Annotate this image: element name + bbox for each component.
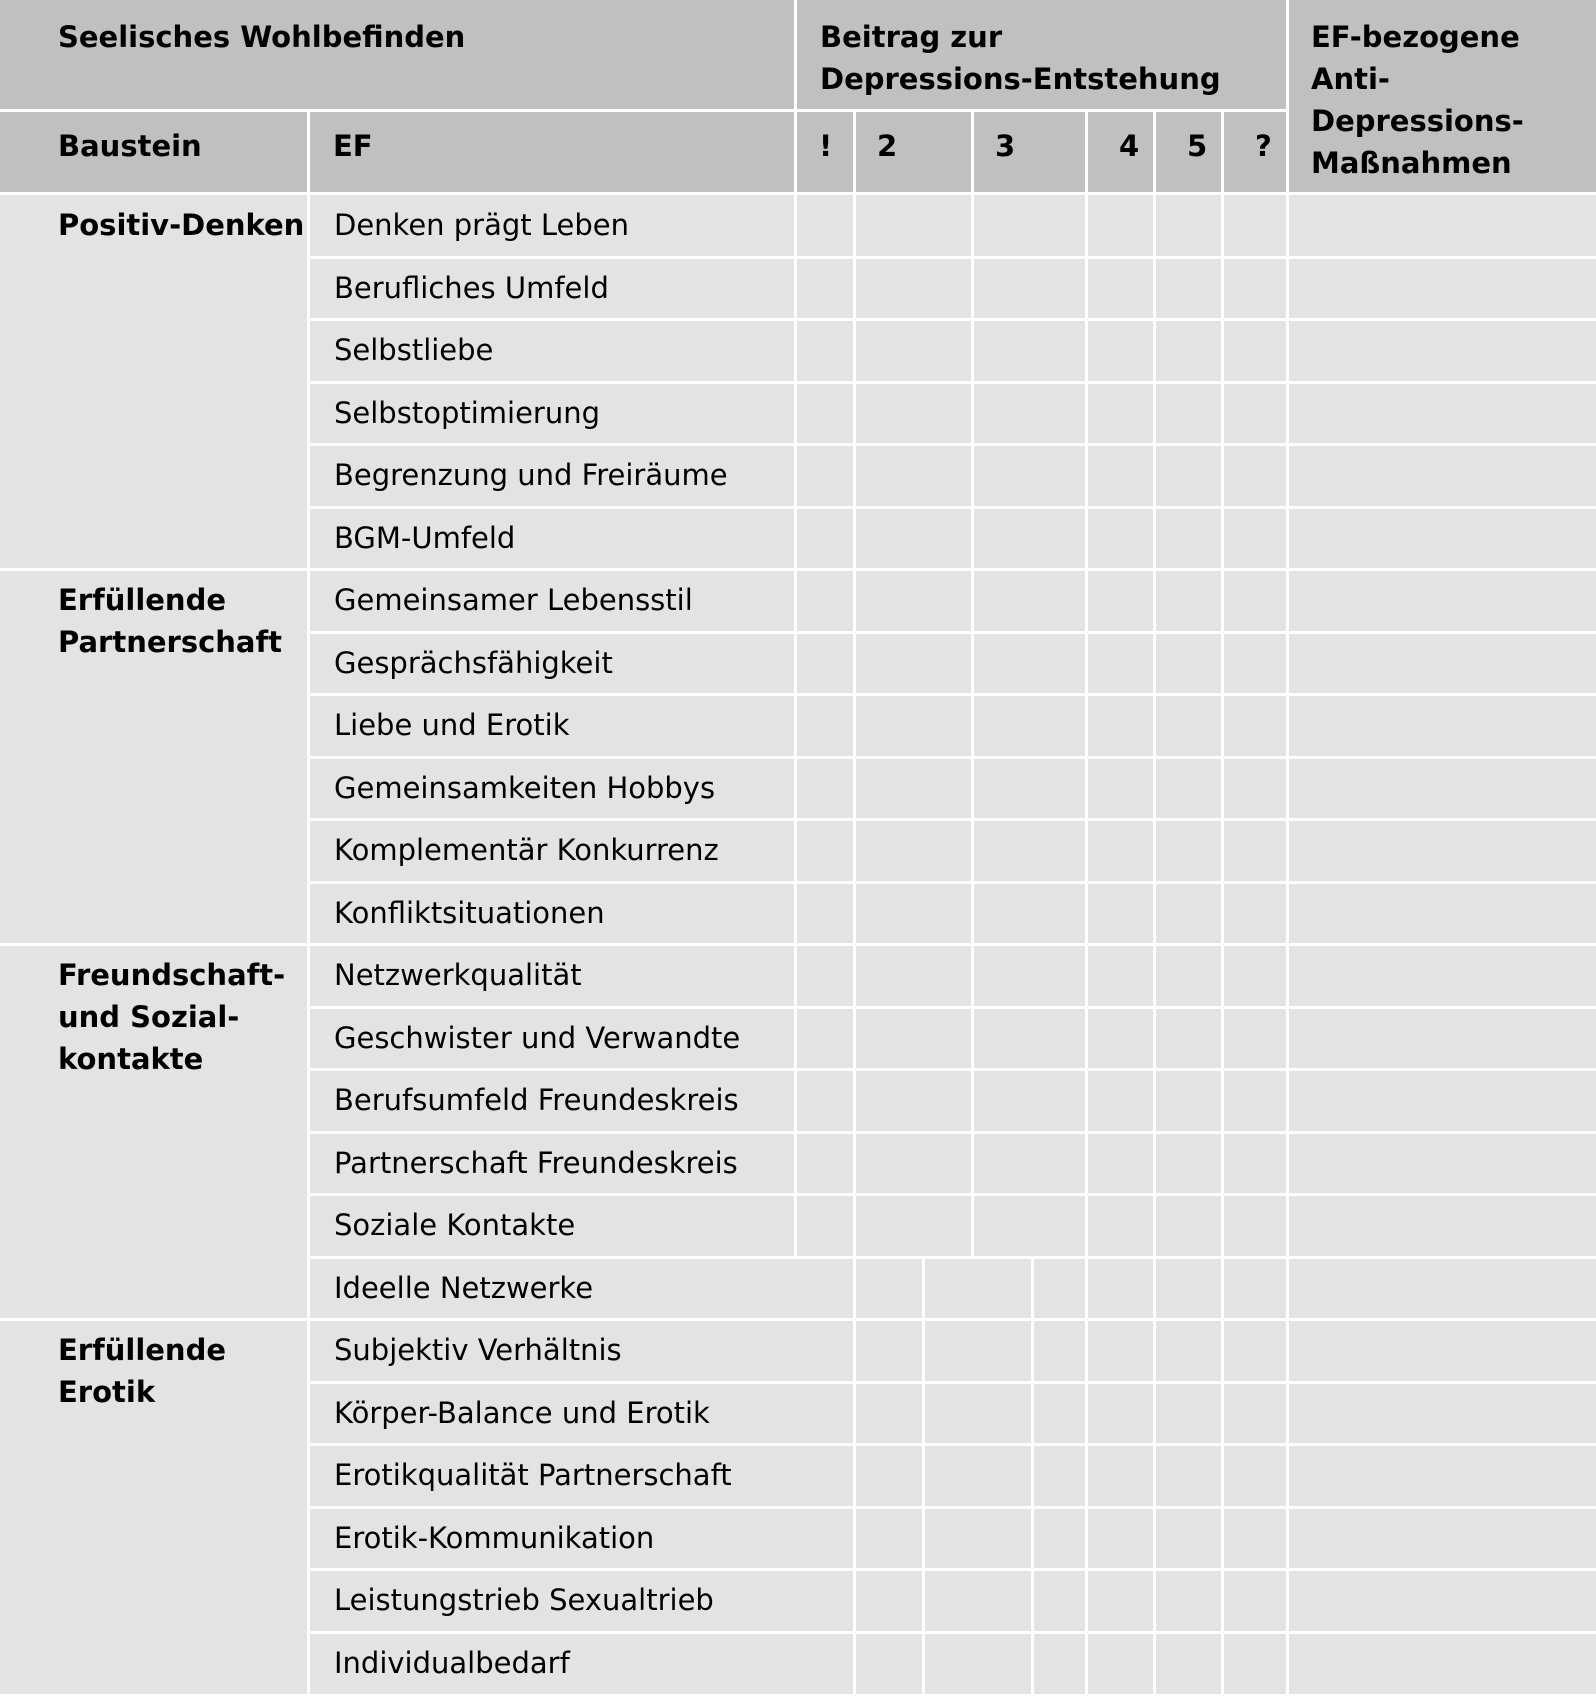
- baustein-label: kontakte: [58, 1042, 204, 1076]
- ef-item-label: Erotik-Kommunikation: [334, 1520, 655, 1555]
- ef-item-label: Komplementär Konkurrenz: [334, 833, 719, 867]
- scale-column-divider: [971, 194, 974, 1257]
- baustein-label: Freundschaft-: [58, 958, 286, 992]
- baustein-label: Partnerschaft: [58, 625, 282, 659]
- ef-item-label: BGM-Umfeld: [334, 520, 516, 555]
- scale-column-divider: [1085, 1257, 1088, 1695]
- header-divider: [794, 0, 797, 194]
- scale-header-6: ?: [1255, 129, 1272, 163]
- header-divider: [971, 110, 974, 194]
- ef-item-label: Liebe und Erotik: [334, 708, 570, 742]
- measures-header: Anti-: [1311, 62, 1390, 96]
- scale-column-divider: [853, 1257, 856, 1695]
- ef-item-label: Partnerschaft Freundeskreis: [334, 1145, 738, 1180]
- measures-header: Maßnahmen: [1311, 146, 1512, 180]
- scale-header-2: 2: [877, 129, 898, 163]
- ef-item-label: Subjektiv Verhältnis: [334, 1333, 622, 1367]
- measures-header: EF-bezogene: [1311, 20, 1520, 54]
- ef-item-label: Berufsumfeld Freundeskreis: [334, 1083, 739, 1117]
- ef-item-label: Berufliches Umfeld: [334, 270, 609, 305]
- ef-item-label: Soziale Kontakte: [334, 1208, 576, 1242]
- ef-header: EF: [333, 129, 373, 163]
- ef-item-label: Geschwister und Verwandte: [334, 1020, 741, 1055]
- ef-item-label: Netzwerkqualität: [334, 958, 582, 992]
- header-divider: [1286, 0, 1289, 194]
- header-divider: [1221, 110, 1224, 194]
- ef-item-label: Selbstoptimierung: [334, 395, 601, 430]
- contribution-header: Depressions-Entstehung: [820, 62, 1221, 96]
- baustein-label: und Sozial-: [58, 1000, 240, 1034]
- contribution-header: Beitrag zur: [820, 20, 1003, 54]
- header-divider: [1085, 110, 1088, 194]
- header-divider: [853, 110, 856, 194]
- header-divider: [0, 109, 794, 112]
- scale-header-4: 4: [1119, 129, 1140, 163]
- scale-column-divider: [1153, 1257, 1156, 1695]
- scale-column-divider: [1221, 194, 1224, 1257]
- scale-column-divider: [922, 1257, 925, 1695]
- measures-header: Depressions-: [1311, 104, 1524, 138]
- scale-column-divider: [1031, 1257, 1034, 1695]
- header-divider: [1153, 110, 1156, 194]
- scale-column-divider: [853, 194, 856, 1257]
- ef-item-label: Körper-Balance und Erotik: [334, 1395, 710, 1430]
- table-row: [309, 319, 1596, 382]
- header-divider: [796, 109, 1288, 112]
- baustein-label: Erfüllende: [58, 583, 226, 617]
- scale-column-divider: [1085, 194, 1088, 1257]
- header-divider: [307, 110, 310, 194]
- ef-item-label: Selbstliebe: [334, 333, 494, 367]
- scale-column-divider: [1221, 1257, 1224, 1695]
- ef-item-label: Gesprächsfähigkeit: [334, 645, 613, 680]
- scale-column-divider: [794, 194, 797, 1257]
- ef-item-label: Erotikqualität Partnerschaft: [334, 1458, 732, 1492]
- ef-item-label: Begrenzung und Freiräume: [334, 458, 728, 492]
- baustein-label: Erotik: [58, 1375, 156, 1409]
- scale-column-divider: [1153, 194, 1156, 1257]
- scale-header-1: !: [819, 129, 833, 163]
- ef-item-label: Konfliktsituationen: [334, 895, 605, 930]
- ef-item-label: Gemeinsamkeiten Hobbys: [334, 770, 716, 805]
- baustein-label: Erfüllende: [58, 1333, 226, 1367]
- ef-item-label: Ideelle Netzwerke: [334, 1270, 594, 1305]
- ef-item-label: Leistungstrieb Sexualtrieb: [334, 1583, 714, 1617]
- baustein-header: Baustein: [58, 129, 202, 163]
- ef-item-label: Gemeinsamer Lebensstil: [334, 583, 693, 617]
- column-divider: [307, 194, 310, 1694]
- scale-header-5: 5: [1187, 129, 1208, 163]
- scale-header-3: 3: [995, 129, 1016, 163]
- ef-item-label: Individualbedarf: [334, 1645, 570, 1680]
- column-divider: [1286, 194, 1289, 1694]
- baustein-label: Positiv-Denken: [58, 208, 305, 242]
- ef-item-label: Denken prägt Leben: [334, 208, 629, 242]
- page-title: Seelisches Wohlbefinden: [58, 20, 466, 54]
